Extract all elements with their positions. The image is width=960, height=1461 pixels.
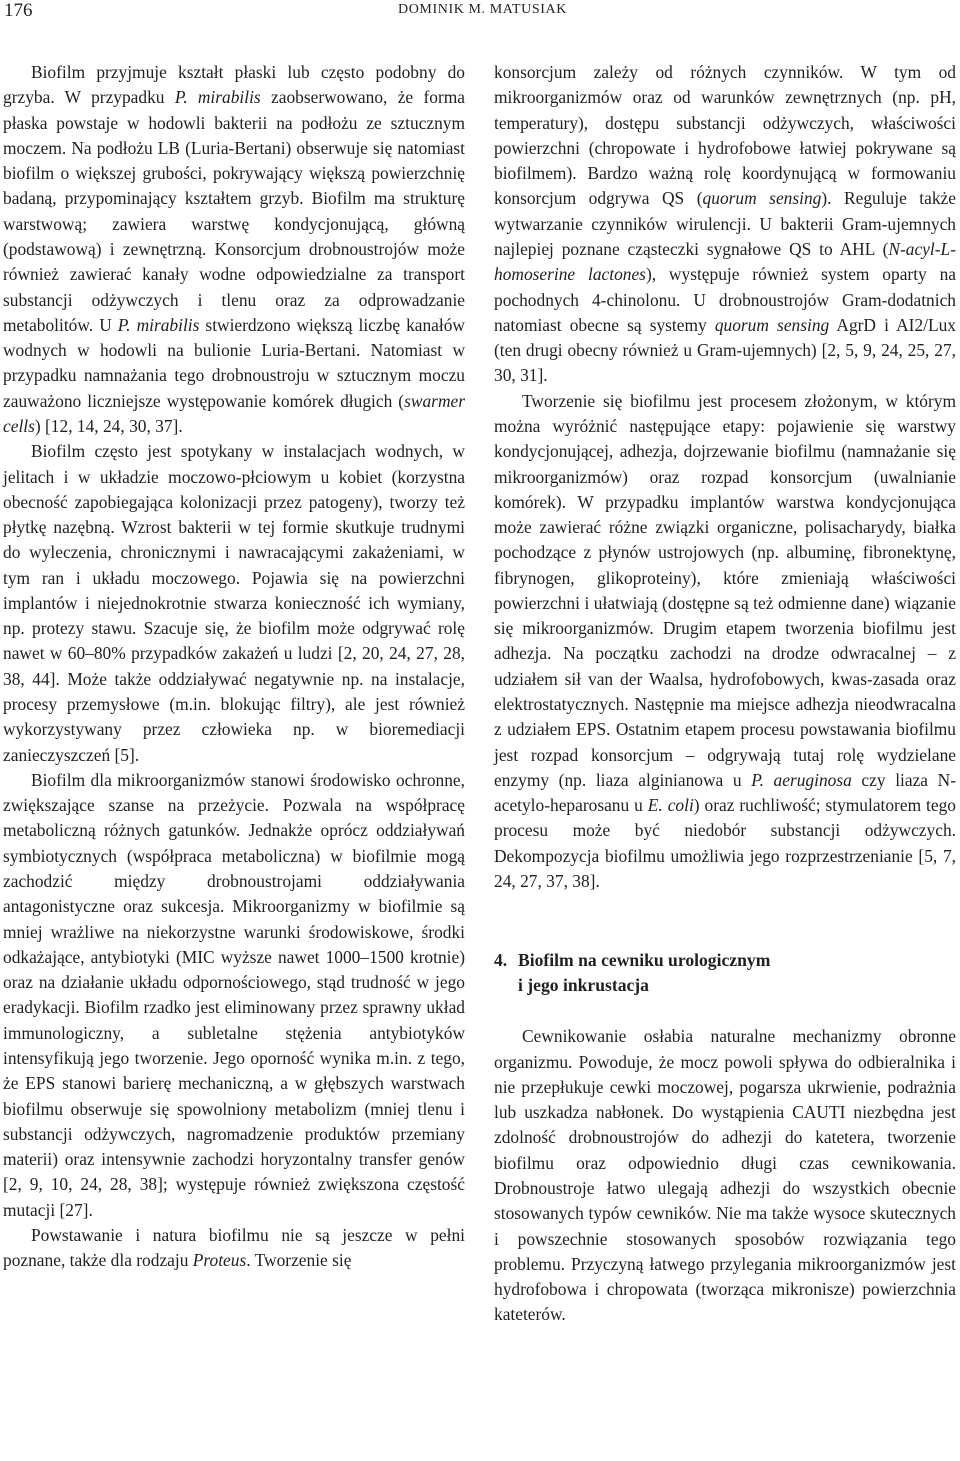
text-run: ) oraz ruchliwość; stymulatorem tego procesu może być niedobór substancji odżywczych. Dekompozycja biofilmu umożliwia jego rozprzestrzenianie [5, 7, 24, 27, 37, 38]. — [494, 795, 956, 891]
text-run: konsorcjum zależy od różnych czynników. W tym od mikroorganizmów oraz od warunków zewnętrznych (np. pH, temperatury), dostępu substancji odżywczych, właściwości powierzchni (chropowate i hydrofobowe łatwiej pokrywane są biofilmem). Bardzo ważną rolę koordynującą w formowaniu konsorcjum odgrywa QS ( — [494, 62, 956, 209]
text-run: ) [12, 14, 24, 30, 37]. — [34, 415, 183, 436]
paragraph — [494, 1024, 956, 1327]
text-run: AgrD i AI2/Lux (ten drugi obecny również u Gram-ujemnych) [2, 5, 9, 24, 25, 27, 30, 31]. — [494, 314, 956, 386]
text-run: zaobserwowano, że forma płaska powstaje w hodowli bakterii na podłożu ze sztucznym moczem. Na podłożu LB (Luria-Bertani) obserwuje się natomiast biofilm o większej grubości, pokrywający większą powierzchnię badaną, przypominający kształtem grzyb. Biofilm ma strukturę warstwową; zawiera warstwę kondycjonującą, główną (podstawową) i zewnętrzną. Konsorcjum drobnoustrojów może również zawierać kanały wodne odpowiedzialne za transport substancji odżywczych i tlenu oraz za odprowadzanie metabolitów. U — [3, 87, 465, 335]
right-column-top-text — [494, 60, 956, 894]
paragraph — [494, 389, 956, 895]
italic-text: quorum sensing — [702, 188, 822, 209]
text-run: ). Reguluje także wytwarzanie czynników wirulencji. U bakterii Gram-ujemnych najlepiej poznane cząsteczki sygnałowe QS to AHL ( — [494, 188, 956, 259]
text-run: Biofilm często jest spotykany w instalacjach wodnych, w jelitach i w układzie moczowo-płciowym u kobiet (korzystna obecność zapobiegająca kolonizacji przez patogeny), tworzy też płytkę nazębną. Wzrost bakterii w tej formie skutkuje trudnymi do wyleczenia, chronicznymi i nawracającymi zakażeniami, w tym ran i układu moczowego. Pojawia się na powierzchni implantów i niejednokrotnie stwarza konieczność ich wymiany, np. protezy stawu. Szacuje się, że biofilm może odgrywać rolę nawet w 60–80% przypadków zakażeń u ludzi [2, 20, 24, 27, 28, 38, 44]. Może także oddziaływać negatywnie np. na instalacje, procesy przemysłowe (m.in. blokując filtry), ale jest również wykorzystywany przez człowieka np. w bioremediacji zanieczyszczeń [5]. — [3, 441, 465, 765]
text-run: stwierdzono większą liczbę kanałów wodnych w hodowli na bulionie Luria-Bertani. Natomiast w przypadku namnażania tego drobnoustroju w sztucznym moczu zauważono liczniejsze występowanie komórek długich ( — [3, 314, 465, 411]
text-run: Powstawanie i natura biofilmu nie są jeszcze w pełni poznane, także dla rodzaju — [3, 1224, 465, 1271]
text-run: ), występuje również system oparty na pochodnych 4-chinolonu. U drobnoustrojów Gram-dodatnich natomiast obecne są systemy — [494, 264, 956, 335]
section-title-line-2: i jego inkrustacja — [518, 975, 649, 996]
text-run: Biofilm przyjmuje kształt płaski lub często podobny do grzyba. W przypadku — [3, 62, 465, 108]
section-heading — [494, 948, 956, 998]
running-head: DOMINIK M. MATUSIAK — [398, 2, 567, 17]
italic-text: E. coli — [647, 795, 694, 816]
text-run: . Tworzenie się — [246, 1250, 352, 1271]
paragraph — [3, 768, 465, 1223]
page-header — [0, 0, 960, 30]
text-run: Cewnikowanie osłabia naturalne mechanizmy obronne organizmu. Powoduje, że mocz powoli spływa do odbieralnika i nie przepłukuje cewki moczowej, pogarsza ukrwienie, podrażnia lub uszkadza nabłonek. Do wystąpienia CAUTI niezbędna jest zdolność drobnoustrojów do adhezji do katetera, tworzenie biofilmu oraz odpowiednio długi czas cewnikowania. Drobnoustroje łatwo ulegają adhezji do wszystkich obecnie stosowanych typów cewników. Nie ma także wysoce skutecznych i powszechnie stosowanych sposobów rozwiązania tego problemu. Przyczyną łatwego przylegania mikroorganizmów jest hydrofobowa i chropowata (tworząca mikronisze) powierzchnia kateterów. — [494, 1026, 956, 1325]
italic-text: P. mirabilis — [117, 314, 200, 335]
paragraph — [3, 1223, 465, 1274]
italic-text: P. mirabilis — [174, 87, 261, 108]
text-run: czy liaza N-acetylo-heparosanu u — [494, 769, 956, 816]
italic-text: quorum sensing — [714, 314, 830, 335]
left-column — [3, 60, 465, 1274]
italic-text: N-acyl-L-homoserine lactones — [494, 238, 956, 285]
section-title-line-1: Biofilm na cewniku urologicznym — [518, 950, 771, 971]
text-run: Tworzenie się biofilmu jest procesem złożonym, w którym można wyróżnić następujące etapy: pojawienie się warstwy kondycjonującej, adhezja, dojrzewanie biofilmu (namnażanie się mikroorganizmów) oraz rozpad konsorcjum (uwalnianie komórek). W przypadku implantów warstwa kondycjonująca może zawierać różne związki organiczne, polisacharydy, białka pochodzące z płynów ustrojowych (np. albuminę, fibronektynę, fibrynogen, glikoproteiny), które zmieniają właściwości powierzchni i ułatwiają (dostępne są też odmienne dane) wiązanie się mikroorganizmów. Drugim etapem tworzenia biofilmu jest adhezja. Na początku zachodzi na drodze odwracalnej – z udziałem sił van der Waalsa, hydrofobowych, kwas-zasada oraz elektrostatycznych. Następnie ma miejsce adhezja nieodwracalna z udziałem EPS. Ostatnim etapem procesu powstawania biofilmu jest rozpad konsorcjum – odgrywają tutaj rolę wydzielane enzymy (np. liaza alginianowa u — [494, 390, 956, 790]
paragraph — [3, 439, 465, 768]
italic-text: P. aeruginosa — [751, 769, 852, 790]
text-run: Biofilm dla mikroorganizmów stanowi środowisko ochronne, zwiększające szanse na przeżycie. Pozwala na współpracę metaboliczną różnych gatunków. Jednakże oprócz oddziaływań symbiotycznych (współpraca metaboliczna) w biofilmie mogą zachodzić między drobnoustrojami oddziaływania antagonistyczne oraz sukcesja. Mikroorganizmy w biofilmie są mniej wrażliwe na niekorzystne warunki środowiskowe, środki odkażające, antybiotyki (MIC wyższe nawet 1000–1500 krotnie) oraz na działanie układu odpornościowego, stąd trudność w jego eradykacji. Biofilm rzadko jest eliminowany przez sprawny układ immunologiczny, a subletalne stężenia antybiotyków intensyfikują jego tworzenie. Jego oporność wynika m.in. z tego, że EPS stanowi barierę mechaniczną, a w głębszych warstwach biofilmu obserwuje się spowolniony metabolizm (mniej tlenu i substancji odżywczych, nagromadzenie produktów przemiany materii) oraz intensywnie zachodzi horyzontalny transfer genów [2, 9, 10, 24, 28, 38]; występuje również zwiększona częstość mutacji [27]. — [3, 769, 465, 1220]
paragraph — [494, 60, 956, 389]
italic-text: swarmer cells — [3, 390, 465, 436]
right-column-bottom-text — [494, 1024, 956, 1327]
section-number: 4. — [494, 950, 508, 971]
paragraph — [3, 60, 465, 439]
italic-text: Proteus — [192, 1250, 247, 1271]
page-number: 176 — [4, 0, 33, 21]
right-column — [494, 60, 956, 1328]
